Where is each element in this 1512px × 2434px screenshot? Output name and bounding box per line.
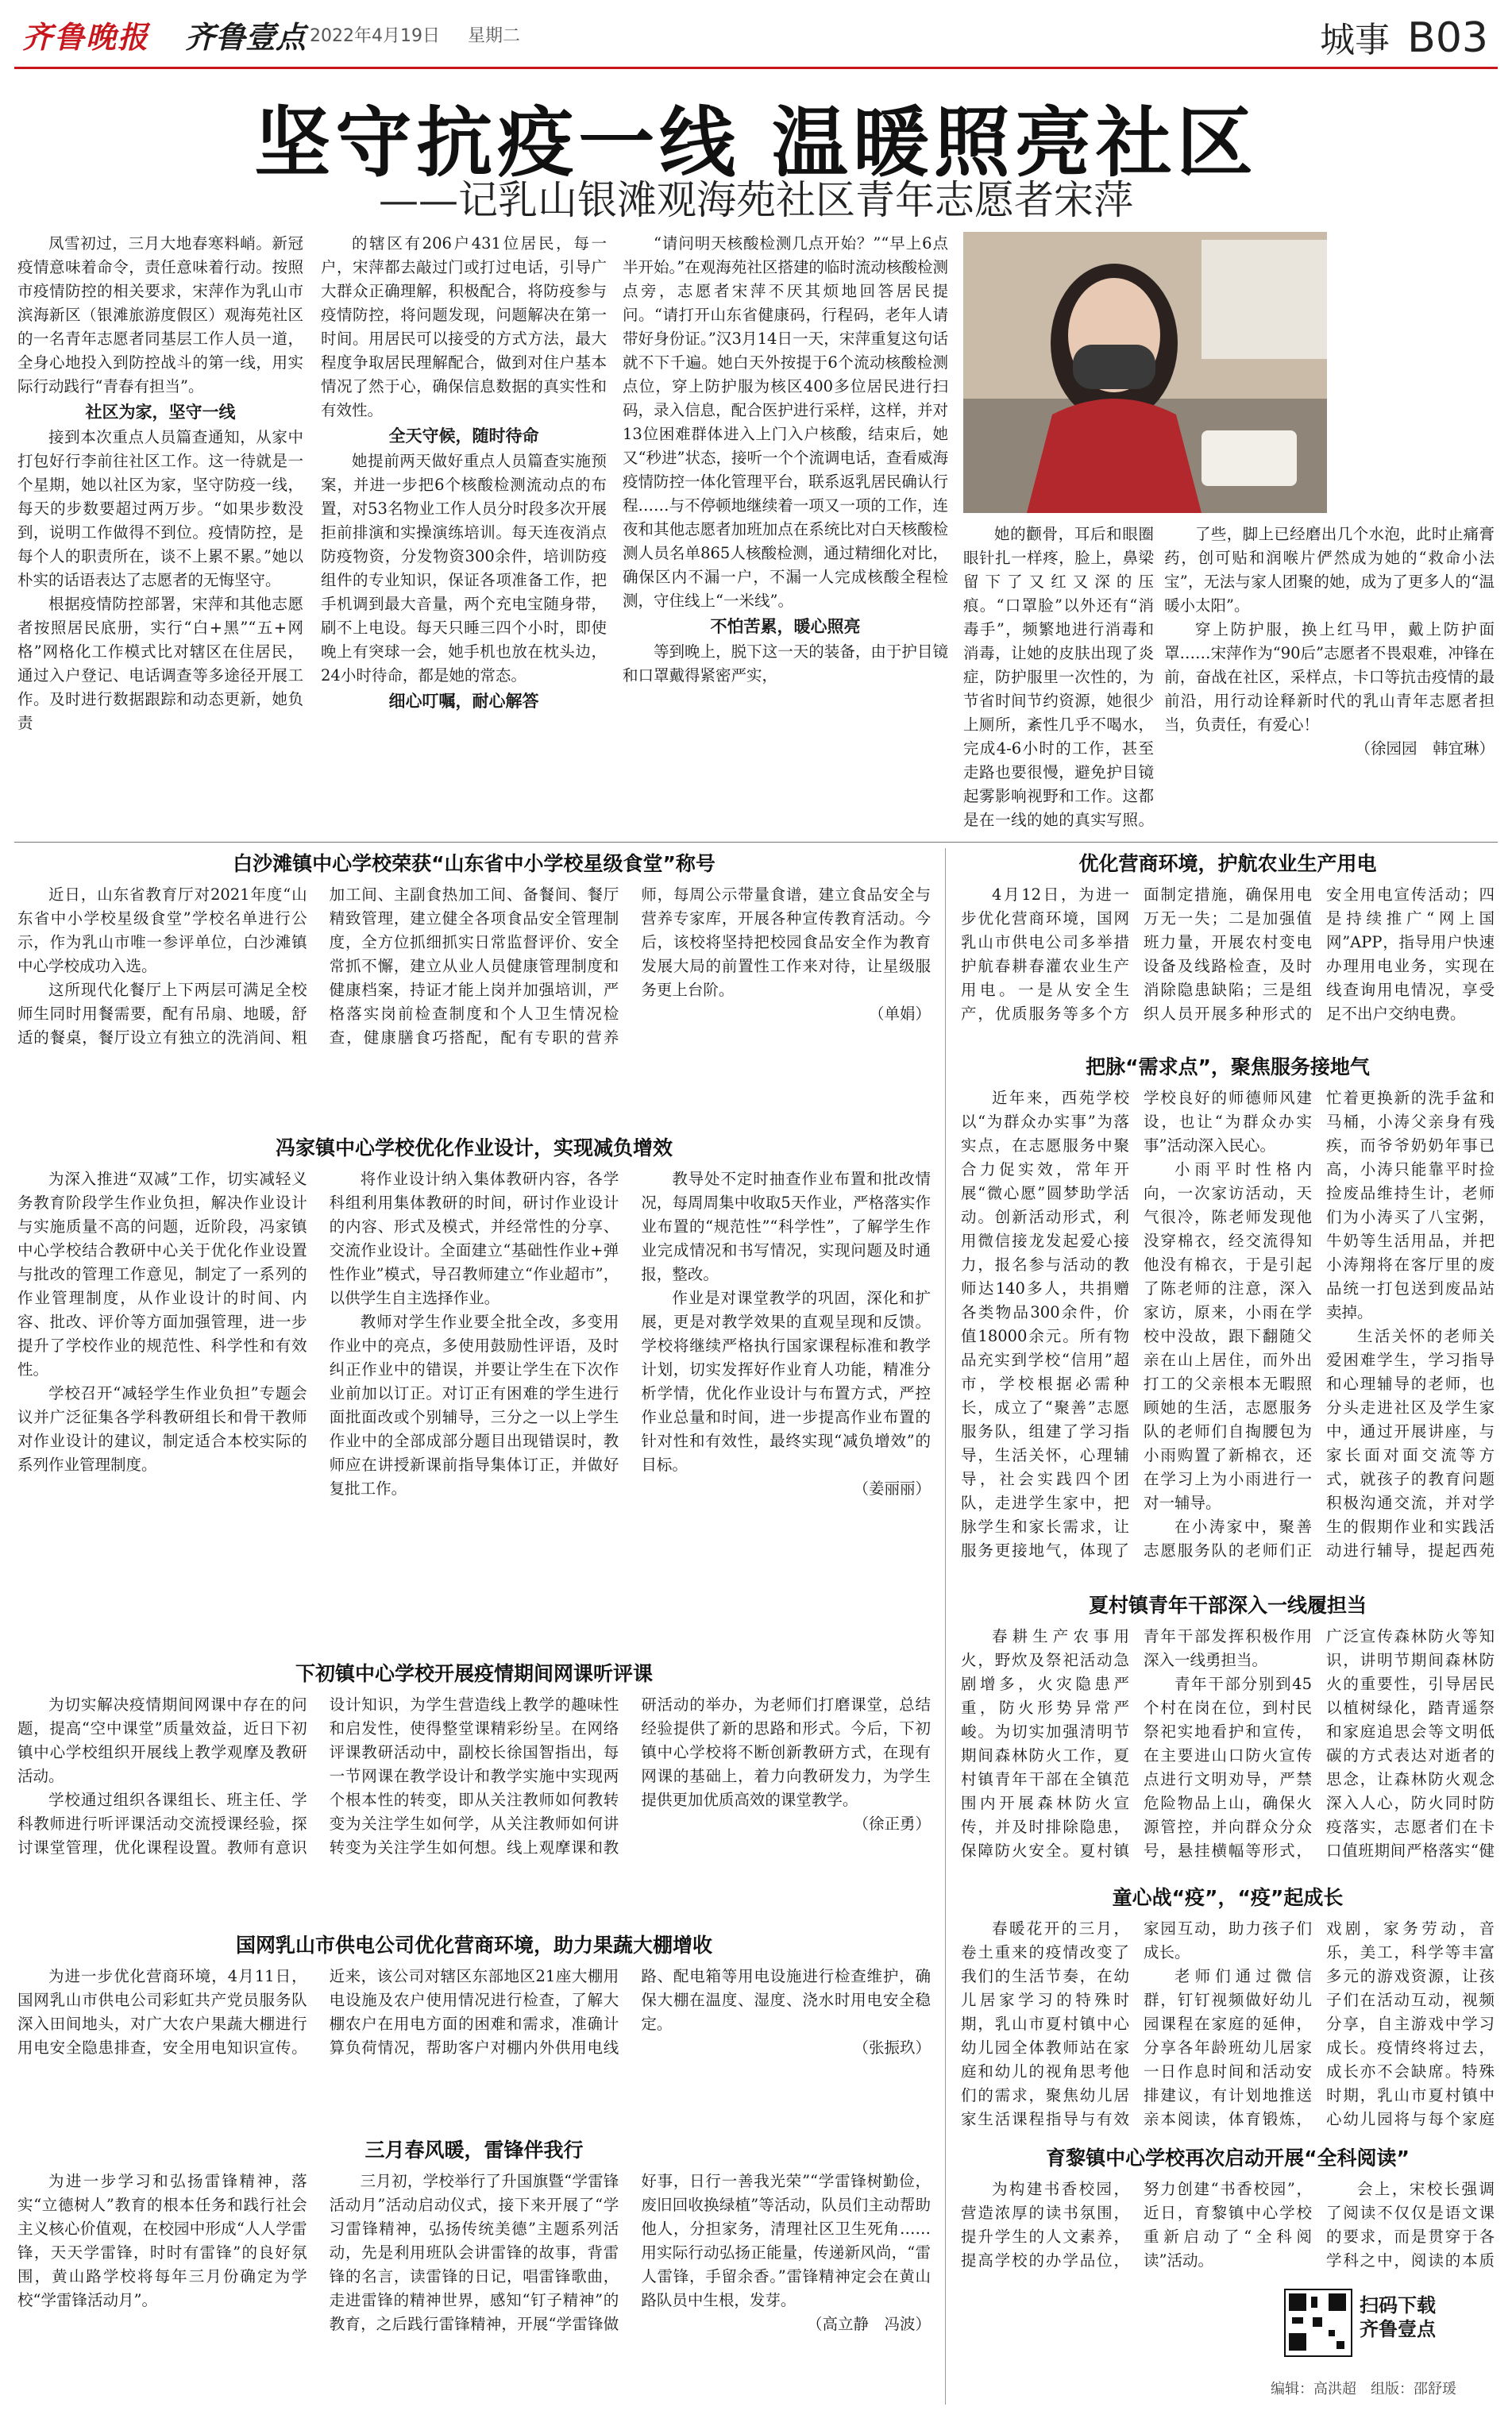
paragraph: 凤雪初过，三月大地春寒料峭。新冠疫情意味着命令，责任意味着行动。按照市疫情防控的相关要求，宋萍作为乳山市滨海新区（银滩旅游度假区）观海苑社区的一名青年志愿者同基层工作人员一道，全身心地投入到防控战斗的第一线，用实际行动践行“青春有担当”。 <box>17 234 303 395</box>
promo-line: 齐鲁壹点 <box>1360 2318 1436 2340</box>
byline: （徐园园 韩宜琳） <box>1355 739 1495 758</box>
subheading: 社区为家，坚守一线 <box>85 403 236 422</box>
masthead-rule <box>14 67 1498 69</box>
paragraph: 青年干部分别到45个村在岗在位，到村民祭祀实地看护和宣传，在主要进山口防火宣传点进行文明劝导，严禁危险物品上山，确保火源管控，并向群众分众号，悬挂横幅等形式，广泛宣传森林防火等知识，讲明节期间森林防火的重要性，引导居民以植树绿化，踏青遥祭和家庭追思会等文明低碳的方式表达对逝者的思念，让森林防火观念深入人心，防火同时防疫落实，志愿者们在卡口值班期间严格落实“健 <box>1144 1627 1495 1860</box>
newspaper-logo: 齐鲁晚报 <box>22 20 150 55</box>
lead-divider <box>14 842 1498 843</box>
volunteer-photo <box>963 232 1327 513</box>
subheading: 不怕苦累，暖心照亮 <box>710 617 861 636</box>
paragraph: 将作业设计纳入集体教研内容，各学科组利用集体教研的时间，研讨作业设计的内容、形式及模式，并经常性的分享、交流作业设计。全面建立“基础性作业+弹性作业”模式，导召教师建立“作业超市”，以供学生自主选择作业。 <box>329 1170 619 1307</box>
section-tag <box>1320 11 1488 62</box>
paragraph: 三月初，学校举行了升国旗暨“学雷锋活动月”活动启动仪式，接下来开展了“学习雷锋精神，弘扬传统美德”主题系列活动，先是利用班队会讲雷锋的故事，背雷锋的名言，读雷锋的日记，唱雷锋歌曲，走进雷锋的精神世界，感知“钉子精神”的教育，之后践行雷锋精神，开展“学雷锋做好事，日行一善我光荣”“学雷锋树勤俭，废旧回收换绿植”等活动，队员们主动帮助他人，分担家务，清理社区卫生死角……用实际行动弘扬正能量，传递新风尚，“雷人雷锋，手留余香。”雷锋精神定会在黄山路队员中生根，发芽。 <box>329 2172 931 2333</box>
byline: （徐正勇） <box>853 1815 931 1833</box>
lead-column-3 <box>623 232 948 835</box>
article-body <box>17 883 931 1121</box>
paragraph: 小雨平时性格内向，一次家访活动，天气很冷，陈老师发现他没穿棉衣，经交流得知他没有棉衣，于是引起了陈老师的注意，深入家访，原来，小雨在学校中没故，跟下翻随父亲在山上居住，而外出打工的父亲根本无暇照顾她的生活，志愿服务队的老师们自掏腰包为小雨购置了新棉衣，还在学习上为小雨进行一对一辅导。 <box>1144 1160 1312 1512</box>
article-body <box>17 1693 931 1919</box>
article-title: 把脉“需求点”，聚焦服务接地气 <box>1086 1055 1370 1078</box>
page-number: B03 <box>1407 14 1488 62</box>
article-body <box>961 1086 1495 1579</box>
paragraph: 学校召开“减轻学生作业负担”专题会议并广泛征集各学科教研组长和骨干教师对作业设计的建议，制定适合本校实际的系列作业管理制度。 <box>17 1384 307 1474</box>
issue-date: 2022年4月19日 <box>310 26 440 46</box>
photo-illustration <box>963 232 1327 513</box>
lead-column-2 <box>321 232 607 835</box>
paragraph: 生活关怀的老师关爱困难学生，学习指导和心理辅导的老师，也分头走进社区及学生家中，通过开展讲座，与家长面对面交流等方式，就孩子的教育问题积极沟通交流，并对学生的假期作业和实践活动进行辅导，提起西苑 <box>1326 1327 1495 1560</box>
paragraph: 近年来，西苑学校以“为群众办实事”为落实点，在志愿服务中聚合力促实效，常年开展“微心愿”圆梦助学活动。创新活动形式，利用微信接龙发起爱心接力，报名参与活动的教师达140多人，共捐赠各类物品300余件，价值18000余元。所有物品充实到学校“信用”超市，学校根据必需种长，成立了“聚善”志愿服务队，组建了学习指导，生活关怀，心理辅导，社会实践四个团队，走进学生家中，把脉学生和家长需求，让服务更接地气，体现了学校良好的师德师风建设，也让“为群众办实事”活动深入民心。 <box>961 1089 1312 1560</box>
subheading: 细心叮嘱，耐心解答 <box>388 692 539 711</box>
paragraph: 教导处不定时抽查作业布置和批改情况，每周周集中收取5天作业，严格落实作业布置的“规范性”“科学性”，了解学生作业完成情况和书写情况，实现问题及时通报，整改。 <box>641 1170 931 1283</box>
byline: （单娟） <box>868 1005 931 1023</box>
paragraph: 老师们通过微信群，钉钉视频做好幼儿园课程在家庭的延伸，分享各年龄班幼儿居家一日作息时间和活动安排建议，有计划地推送亲本阅读，体育锻炼，戏剧，家务劳动，音乐，美工，科学等丰富多元的游戏资源，让孩子们在活动互动，视频分享，自主游戏中学习成长。疫情终将过去，成长亦不会缺席。特殊时期，乳山市夏村镇中心幼儿园将与每个家庭 <box>1144 1919 1495 2128</box>
lead-column-4 <box>963 523 1154 835</box>
article-title: 冯家镇中心学校优化作业设计，实现减负增效 <box>275 1136 673 1159</box>
byline: （张振玖） <box>853 2039 931 2057</box>
article-title: 夏村镇青年干部深入一线履担当 <box>1088 1594 1367 1617</box>
article-body <box>17 2170 931 2416</box>
issue-date-line <box>310 22 542 47</box>
section-name: 城事 <box>1320 20 1390 60</box>
article-body <box>961 1625 1495 1871</box>
paragraph: 近日，山东省教育厅对2021年度“山东省中小学校星级食堂”学校名单进行公示，作为乳山市唯一参评单位，白沙滩镇中心学校成功入选。 <box>17 885 307 975</box>
article-title: 童心战“疫”，“疫”起成长 <box>1112 1886 1344 1909</box>
lead-column-5 <box>1164 523 1495 835</box>
paragraph: 在小涛家中，聚善志愿服务队的老师们正忙着更换新的洗手盆和马桶，小涛父亲身有残疾，而爷爷奶奶年事已高，小涛只能靠平时捡捡废品维持生计，老师们为小涛买了八宝粥，牛奶等生活用品，并把小涛翔将在客厅里的废品统一打包送到废品站卖掉。 <box>1144 1089 1495 1560</box>
app-logo: 齐鲁壹点 <box>185 20 307 55</box>
paragraph: 春耕生产农事用火，野炊及祭祀活动急剧增多，火灾隐患严重，防火形势异常严峻。为切实加强清明节期间森林防火工作，夏村镇青年干部在全镇范围内开展森林防火宣传，并及时排除隐患，保障防火安全。夏村镇青年干部发挥积极作用深入一线勇担当。 <box>961 1627 1312 1860</box>
paragraph: 等到晚上，脱下这一天的装备，由于护目镜和口罩戴得紧密严实， <box>623 642 948 685</box>
subheading: 全天守候，随时待命 <box>388 426 539 446</box>
paragraph: 春暖花开的三月，卷土重来的疫情改变了我们的生活节奏，在幼儿居家学习的特殊时期，乳山市夏村镇中心幼儿园全体教师站在家庭和幼儿的视角思考他们的需求，聚焦幼儿居家生活课程指导与有效家园互动，助力孩子们成长。 <box>961 1919 1312 2128</box>
lead-headline: 坚守抗疫一线 温暖照亮社区 <box>254 98 1258 187</box>
paragraph: 这所现代化餐厅上下两层可满足全校师生同时用餐需要，配有吊扇、地暖，舒适的餐桌，餐厅设立有独立的洗消间、粗加工间、主副食热加工间、备餐间、餐厅精致管理，建立健全各项食品安全管理制度，全方位抓细抓实日常监督评价、安全常抓不懈，建立从业人员健康管理制度和健康档案，持证才能上岗并加强培训，严格落实岗前检查制度和个人卫生情况检查，健康膳食巧搭配，配有专职的营养师，每周公示带量食谱，建立食品安全与营养专家库，开展各种宣传教育活动。今后，该校将坚持把校园食品安全作为教育发展大局的前置性工作来对待，让星级服务更上台阶。 <box>17 885 931 1047</box>
lead-column-1 <box>17 232 303 835</box>
article-title: 优化营商环境，护航农业生产用电 <box>1078 852 1377 875</box>
article-title: 三月春风暖，雷锋伴我行 <box>364 2139 584 2162</box>
paragraph: 作业是对课堂教学的巩固，深化和扩展，更是对教学效果的直观呈现和反馈。学校将继续严格执行国家课程标准和教学计划，切实发挥好作业育人功能，精准分析学情，优化作业设计与布置方式，严控作业总量和时间，进一步提高作业布置的针对性和有效性，最终实现“减负增效”的目标。 <box>641 1289 931 1474</box>
byline: （姜丽丽） <box>853 1479 931 1498</box>
issue-weekday: 星期二 <box>467 26 520 46</box>
article-online-class <box>17 1658 931 1923</box>
article-title: 白沙滩镇中心学校荣获“山东省中小学校星级食堂”称号 <box>233 852 716 875</box>
app-download-promo <box>1360 2293 1436 2341</box>
paragraph: 接到本次重点人员篇查通知，从家中打包好行李前往社区工作。这一待就是一个星期，她以社区为家，坚守防疫一线，每天的步数要超过两万步。“如果步数没到，说明工作做得不到位。疫情防控，是每个人的职责所在，谈不上累不累。”她以朴实的话语表达了志愿者的无悔坚守。 <box>17 428 303 589</box>
article-agri-power <box>961 848 1495 1045</box>
paragraph: 学校通过组织各课组长、班主任、学科教师进行听评课活动交流授课经验，探讨课堂管理，优化课程设置。教师有意识设计知识，为学生营造线上教学的趣味性和启发性，使得整堂课精彩纷呈。在网络评课教研活动中，副校长徐国智指出，每一节网课在教学设计和教学实施中实现两个根本性的转变，即从关注教师如何教转变为关注学生如何学，从关注教师如何讲转变为关注学生如何想。线上观摩课和教研活动的举办，为老师们打磨课堂，总结经验提供了新的思路和形式。今后，下初镇中心学校将不断创新教研方式，在现有网课的基础上，着力向教研发力，为学生提供更加优质高效的课堂教学。 <box>17 1695 931 1857</box>
paragraph: 她的颧骨，耳后和眼圈眼针扎一样疼，脸上，鼻梁留下了又红又深的压痕。“口罩脸”以外还有“消毒手”，频繁地进行消毒和消毒，让她的皮肤出现了炎症，防护服里一次性的，为节省时间节约资源，她很少上厕所，紊性几乎不喝水，完成4-6小时的工作，甚至走路也要很慢，避免护目镜起雾影响视野和工作。这都是在一线的她的真实写照。 <box>963 525 1154 829</box>
article-canteen <box>17 848 931 1126</box>
paragraph: 了些，脚上已经磨出几个水泡，此时止痛膏药，创可贴和润喉片俨然成为她的“救命小法宝”，无法与家人团聚的她，成为了更多人的“温暖小太阳”。 <box>1164 525 1495 615</box>
article-title: 育黎镇中心学校再次启动开展“全科阅读” <box>1046 2147 1410 2170</box>
paragraph: 为构建书香校园，营造浓厚的读书氛围，提升学生的人文素养，提高学校的办学品位，努力创建“书香校园”，近日，育黎镇中心学校重新启动了“全科阅读”活动。 <box>961 2180 1312 2270</box>
article-reading <box>961 2143 1495 2282</box>
article-body <box>961 883 1495 1042</box>
paragraph: 为切实解决疫情期间网课中存在的问题，提高“空中课堂”质量效益，近日下初镇中心学校组织开展线上教学观摩及教研活动。 <box>17 1695 307 1785</box>
article-needs-service <box>961 1051 1495 1583</box>
byline: （高立静 冯波） <box>806 2315 931 2333</box>
paragraph: 为进一步学习和弘扬雷锋精神，落实“立德树人”教育的根本任务和践行社会主义核心价值观，在校园中形成“人人学雷锋，天天学雷锋，时时有雷锋”的良好氛围，黄山路学校将每年三月份确定为学校“学雷锋活动月”。 <box>17 2172 307 2309</box>
article-title: 国网乳山市供电公司优化营商环境，助力果蔬大棚增收 <box>235 1934 712 1957</box>
lead-subhead: ——记乳山银滩观海苑社区青年志愿者宋萍 <box>379 177 1133 223</box>
paragraph: “请问明天核酸检测几点开始？”“早上6点半开始。”在观海苑社区搭建的临时流动核酸检测点旁，志愿者宋萍不厌其烦地回答居民提问。“请打开山东省健康码，行程码，老年人请带好身份证。”汉3月14日一天，宋萍重复这句话就不下千遍。她白天外按提于6个流动核酸检测点位，穿上防护服为核区400多位居民进行扫码，录入信息，配合医护进行采样，这样，并对13位困难群体进入上门入户核酸，结束后，她又“秒进”状态，接听一个个流调电话，查看威海疫情防控一体化管理平台，联系返乳居民确认行程……与不停顿地继续着一项又一项的工作，连夜和其他志愿者加班加点在系统比对白天核酸检测人员名单865人核酸检测，通过精细化对比，确保区内不漏一户，不漏一人完成核酸全程检测，守住线上“一米线”。 <box>623 234 948 610</box>
promo-line: 扫码下载 <box>1360 2294 1436 2316</box>
article-young-cadres <box>961 1590 1495 1876</box>
paragraph: 为深入推进“双减”工作，切实减轻义务教育阶段学生作业负担，解决作业设计与实施质量不高的问题，近阶段，冯家镇中心学校结合教研中心关于优化作业设置与批改的管理工作意见，制定了一系列的作业管理制度，从作业设计的时间、内容、批改、评价等方面加强管理，进一步提升了学校作业的规范性、科学性和有效性。 <box>17 1170 307 1379</box>
article-body <box>17 1167 931 1647</box>
paragraph: 为进一步优化营商环境，4月11日，国网乳山市供电公司彩虹共产党员服务队深入田间地头，对广大农户果蔬大棚进行用电安全隐患排查，安全用电知识宣传。近来，该公司对辖区东部地区21座大棚用电设施及农户使用情况进行检查，了解大棚农户在用电方面的困难和需求，准确计算负荷情况，帮助客户对棚内外供用电线路、配电箱等用电设施进行检查维护，确保大棚在温度、湿度、浇水时用电安全稳定。 <box>17 1967 931 2057</box>
paragraph: 会上，宋校长强调了阅读不仅仅是语文课的要求，而是贯穿于各学科之中，阅读的本质 <box>1326 2180 1495 2270</box>
paragraph: 穿上防护服，换上红马甲，戴上防护面罩……宋萍作为“90后”志愿者不畏艰难，冲锋在前，奋战在社区，采样点，卡口等抗击疫情的最前沿，用行动诠释新时代的乳山青年志愿者担当，负责任，有爱心！ <box>1164 620 1495 734</box>
article-lei-feng <box>17 2135 931 2420</box>
paragraph: 4月12日，为进一步优化营商环境，国网乳山市供电公司多举措护航春耕春灌农业生产用电。一是从安全生产，优质服务等多个方面制定措施，确保用电万无一失；二是加强值班力量，开展农村变电设备及线路检查，及时消除隐患缺陷；三是组织人员开展多种形式的安全用电宣传活动；四是持续推广“网上国网”APP，指导用户快速办理用电业务，实现在线查询用电情况，享受足不出户交纳电费。 <box>961 885 1495 1023</box>
editor-credits: 编辑：高洪超 组版：邵舒瑗 <box>1271 2381 1456 2397</box>
article-body <box>17 1965 931 2123</box>
masthead-logo <box>22 6 308 62</box>
article-greenhouse-power <box>17 1930 931 2128</box>
column-divider <box>945 848 946 2405</box>
article-body <box>961 2177 1495 2281</box>
article-kindergarten <box>961 1882 1495 2136</box>
paragraph: 根据疫情防控部署，宋萍和其他志愿者按照居民底册，实行“白+黑”“五+网格”网格化工作模式比对辖区在住居民，通过入户登记、电话调查等多途径开展工作。及时进行数据跟踪和动态更新，她负责 <box>17 595 303 732</box>
paragraph: 的辖区有206户431位居民，每一户，宋萍都去敲过门或打过电话，引导广大群众正确理解，积极配合，将防疫参与疫情防控，将问题发现，问题解决在第一时间。用居民可以接受的方式方法，最大程度争取居民理解配合，做到对住户基本情况了然于心，确保信息数据的真实性和有效性。 <box>321 234 607 419</box>
paragraph: 她提前两天做好重点人员篇查实施预案，并进一步把6个核酸检测流动点的布置，对53名物业工作人员分时段多次开展拒前排演和实操演练培训。每天连夜消点防疫物资，分发物资300余件，培训防疫组件的专业知识，保证各项准备工作，把手机调到最大音量，两个充电宝随身带，刷不上电设。每天只睡三四个小时，即使晚上有突球一会，她手机也放在枕头边，24小时待命，都是她的常态。 <box>321 452 607 685</box>
qr-code-icon[interactable] <box>1284 2289 1352 2357</box>
paragraph: 教师对学生作业要全批全改，多变用作业中的亮点，多使用鼓励性评语，及时纠正作业中的错误，并要让学生在下次作业前加以订正。对订正有困难的学生进行面批面改或个别辅导，三分之一以上学生作业中的全部成部分题目出现错误时，教师应在讲授新课前指导集体订正，并做好复批工作。 <box>329 1313 619 1498</box>
article-title: 下初镇中心学校开展疫情期间网课听评课 <box>295 1662 653 1685</box>
article-homework <box>17 1132 931 1652</box>
article-body <box>961 1917 1495 2131</box>
